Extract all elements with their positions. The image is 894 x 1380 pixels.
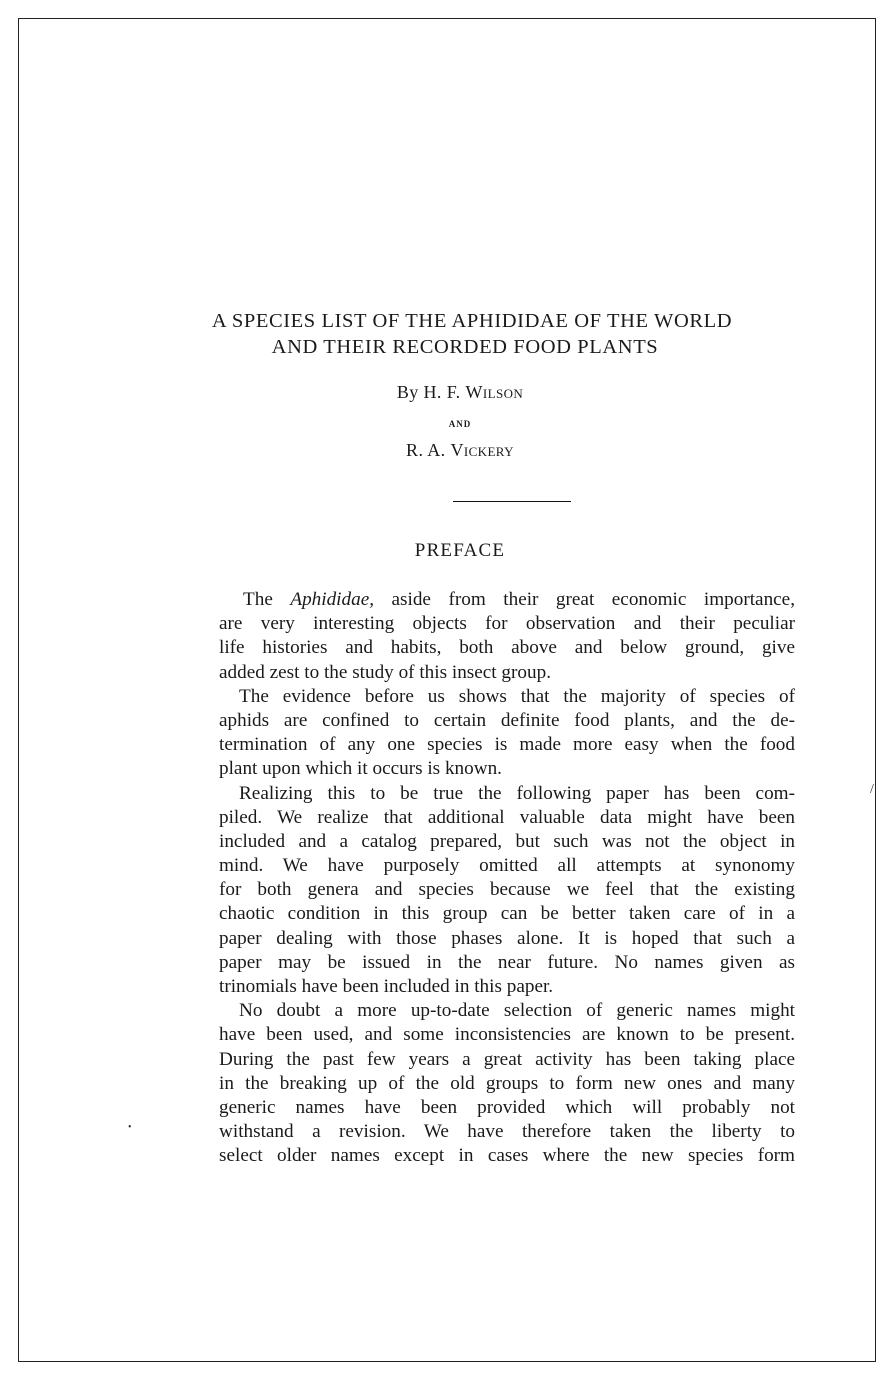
text-line: life histories and habits, both above and below ground, give: [219, 637, 795, 659]
text-line: paper may be issued in the near future. No names given as: [219, 951, 795, 973]
text-line: piled. We realize that additional valuable data might have been: [219, 806, 795, 828]
byline-conjunction: and: [448, 416, 472, 430]
line-text: aside from their great economic importance,: [374, 589, 795, 610]
text-line: for both genera and species because we feel that the existing: [219, 879, 795, 901]
text-line: [219, 588, 795, 612]
title-line-1: A SPECIES LIST OF THE APHIDIDAE OF THE WORLD: [211, 310, 733, 332]
text-line: During the past few years a great activity has been taking place: [219, 1048, 795, 1070]
separator-rule: [453, 501, 571, 502]
text-line: The evidence before us shows that the majority of species of: [239, 685, 795, 707]
text-line: chaotic condition in this group can be better taken care of in a: [219, 903, 795, 925]
text-line: in the breaking up of the old groups to form new ones and many: [219, 1072, 795, 1094]
text-line: have been used, and some inconsistencies are known to be present.: [219, 1024, 795, 1046]
preface-body: [219, 588, 795, 1169]
margin-pen-mark: /: [870, 782, 874, 797]
author-2-initials: R. A.: [406, 440, 451, 460]
title-line-2: AND THEIR RECORDED FOOD PLANTS: [271, 336, 659, 358]
byline-author-2: [0, 440, 894, 461]
author-1-surname: Wilson: [465, 382, 524, 402]
text-line: aphids are confined to certain definite food plants, and the de-: [219, 709, 795, 731]
text-line: are very interesting objects for observation and their peculiar: [219, 613, 795, 635]
text-line: No doubt a more up-to-date selection of generic names might: [239, 1000, 795, 1022]
text-line: added zest to the study of this insect group.: [219, 661, 551, 683]
text-line: termination of any one species is made more easy when the food: [219, 734, 795, 756]
section-heading: PREFACE: [414, 540, 506, 561]
text-line: paper dealing with those phases alone. It is hoped that such a: [219, 927, 795, 949]
article-title: [0, 308, 894, 360]
text-line: generic names have been provided which will probably not: [219, 1096, 795, 1118]
text-line: withstand a revision. We have therefore taken the liberty to: [219, 1121, 795, 1143]
text-line: select older names except in cases where the new species form: [219, 1145, 795, 1167]
byline-author-1: [0, 382, 894, 403]
italic-term: Aphididae,: [290, 589, 375, 610]
byline-prefix: By H. F.: [396, 382, 466, 402]
text-line: Realizing this to be true the following paper has been com-: [239, 782, 795, 804]
text-line: mind. We have purposely omitted all attempts at synonomy: [219, 855, 795, 877]
author-2-surname: Vickery: [450, 440, 514, 460]
text-line: trinomials have been included in this paper.: [219, 976, 554, 997]
margin-dot-mark: •: [128, 1122, 132, 1133]
text-line: included and a catalog prepared, but such was not the object in: [219, 830, 795, 852]
text-line: plant upon which it occurs is known.: [219, 758, 502, 780]
line-text: The: [243, 589, 291, 610]
